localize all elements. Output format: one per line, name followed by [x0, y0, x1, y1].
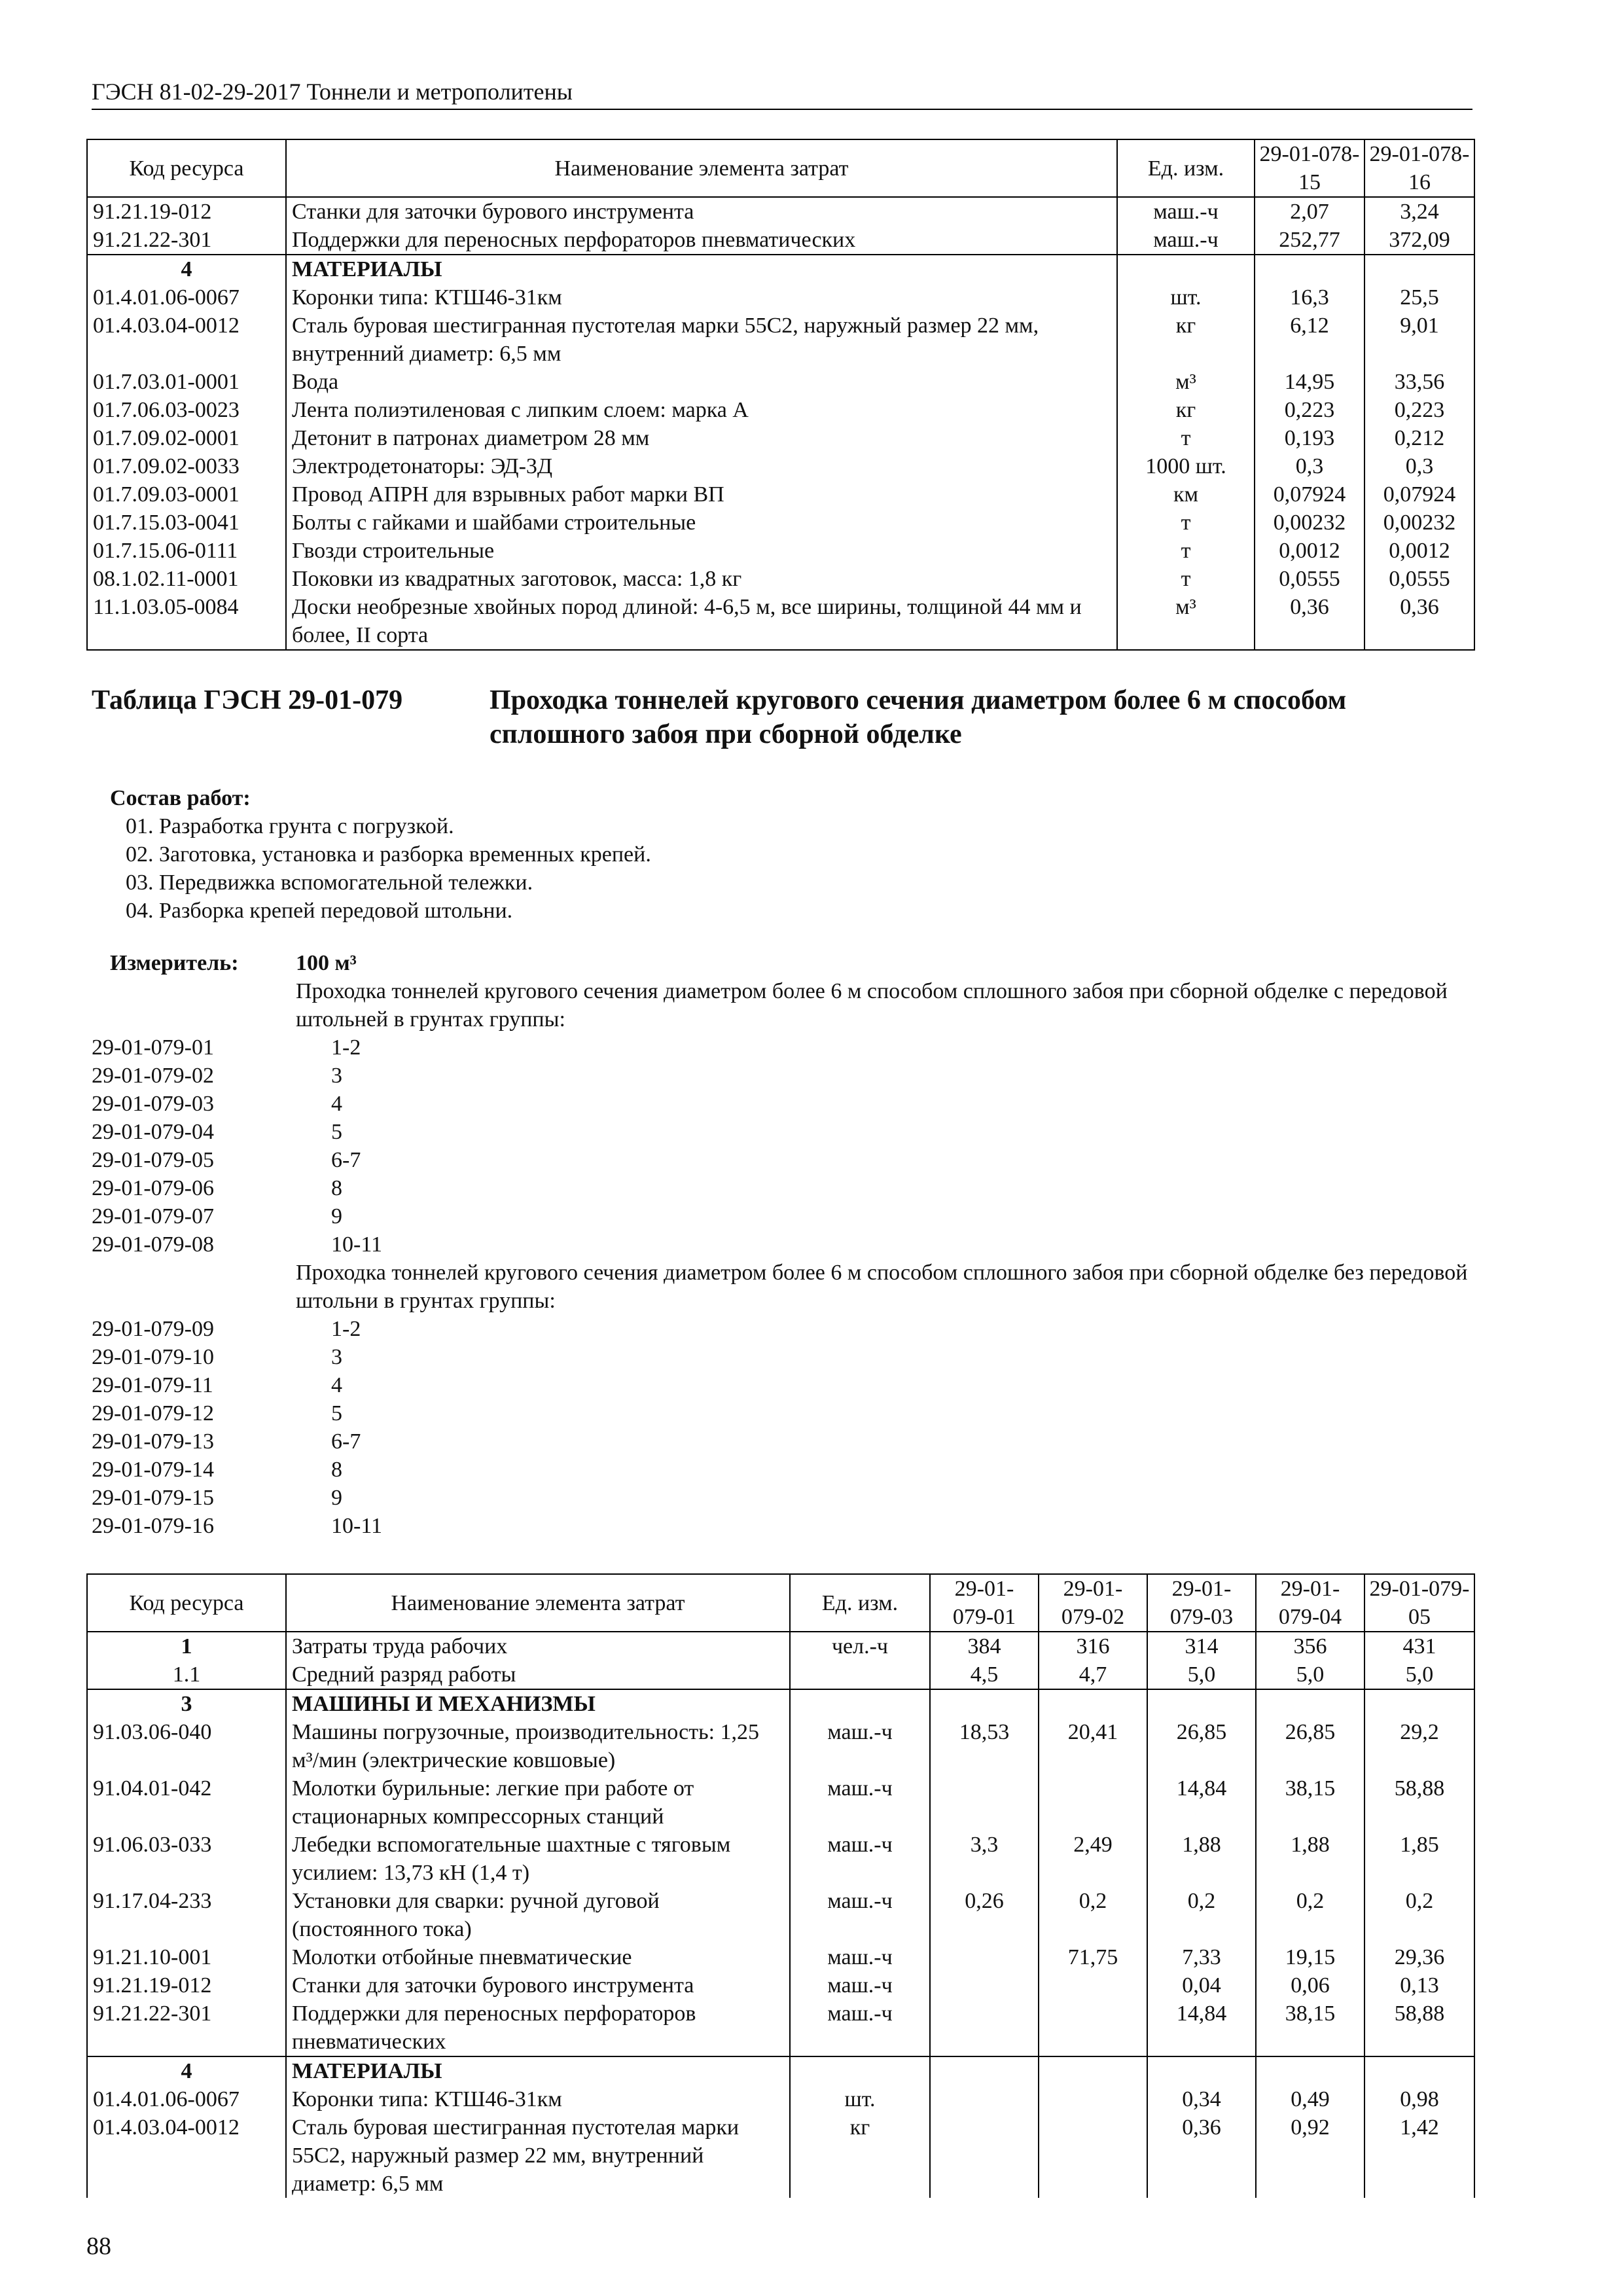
col-header-norm: 29-01-079-05 [1364, 1574, 1474, 1632]
resource-code: 08.1.02.11-0001 [87, 565, 286, 593]
resource-unit: маш.-ч [1117, 197, 1255, 226]
col-header-norm: 29-01-079-01 [930, 1574, 1039, 1632]
norm-value [930, 1943, 1039, 1971]
resource-name: Поддержки для переносных перфораторов пневматических [286, 2000, 790, 2056]
norm-value: 431 [1364, 1632, 1474, 1660]
resource-unit: маш.-ч [790, 1831, 930, 1887]
norm-value: 0,0012 [1364, 537, 1474, 565]
norm-value: 26,85 [1147, 1718, 1256, 1774]
resource-unit: кг [1117, 396, 1255, 424]
norm-value: 58,88 [1364, 2000, 1474, 2056]
col-header-unit: Ед. изм. [1117, 139, 1255, 197]
resource-name: Затраты труда рабочих [286, 1632, 790, 1660]
soil-group: 5 [331, 1401, 342, 1426]
norm-value: 14,84 [1147, 2000, 1256, 2056]
col-header-norm: 29-01-079-03 [1147, 1574, 1256, 1632]
col-header-code: Код ресурса [87, 139, 286, 197]
section-row [87, 2056, 1474, 2085]
soil-group: 4 [331, 1092, 342, 1116]
norm-value [930, 2000, 1039, 2056]
work-item: 04. Разборка крепей передовой штольни. [126, 899, 513, 923]
norm-value: 5,0 [1364, 1660, 1474, 1689]
norm-value: 0,223 [1255, 396, 1364, 424]
soil-group: 6-7 [331, 1429, 361, 1454]
norm-value: 2,07 [1255, 197, 1364, 226]
resource-name: Сталь буровая шестигранная пустотелая марки 55С2, наружный размер 22 мм, внутренний диаметр: 6,5 мм [286, 312, 1117, 368]
table-row [87, 1718, 1474, 1774]
measure-label: Измеритель: [110, 951, 239, 975]
norm-code: 29-01-079-07 [92, 1204, 214, 1229]
norm-value [1039, 2056, 1147, 2085]
norm-value: 14,84 [1147, 1774, 1256, 1831]
resource-code: 91.06.03-033 [87, 1831, 286, 1887]
norm-value: 0,00232 [1255, 509, 1364, 537]
norm-value [1039, 2000, 1147, 2056]
norm-value: 0,04 [1147, 1971, 1256, 2000]
soil-group: 3 [331, 1345, 342, 1369]
resource-name: Машины погрузочные, производительность: 1,25 м³/мин (электрические ковшовые) [286, 1718, 790, 1774]
norm-code: 29-01-079-15 [92, 1486, 214, 1510]
resource-name: Молотки отбойные пневматические [286, 1943, 790, 1971]
norm-value: 384 [930, 1632, 1039, 1660]
norm-value: 5,0 [1147, 1660, 1256, 1689]
resource-unit [790, 1660, 930, 1689]
resource-code: 1 [87, 1632, 286, 1660]
resource-code: 01.4.01.06-0067 [87, 2085, 286, 2113]
table-row [87, 197, 1474, 226]
norm-value: 314 [1147, 1632, 1256, 1660]
norm-code: 29-01-079-09 [92, 1317, 214, 1341]
norm-value: 0,223 [1364, 396, 1474, 424]
table-row [87, 312, 1474, 368]
resource-unit: кг [1117, 312, 1255, 368]
table-row [87, 1774, 1474, 1831]
norm-code: 29-01-079-10 [92, 1345, 214, 1369]
resource-code: 01.4.03.04-0012 [87, 312, 286, 368]
norm-value: 71,75 [1039, 1943, 1147, 1971]
resource-unit: 1000 шт. [1117, 452, 1255, 480]
col-header-norm: 29-01-079-04 [1256, 1574, 1364, 1632]
resource-unit: чел.-ч [790, 1632, 930, 1660]
resource-name: Лебедки вспомогательные шахтные с тяговым усилием: 13,73 кН (1,4 т) [286, 1831, 790, 1887]
norm-value: 252,77 [1255, 226, 1364, 255]
col-header-norm: 29-01-078-15 [1255, 139, 1364, 197]
norm-value [1256, 2056, 1364, 2085]
resource-unit [1117, 255, 1255, 283]
section-title: МАТЕРИАЛЫ [286, 2056, 790, 2085]
table-code: Таблица ГЭСН 29-01-079 [92, 685, 403, 715]
norm-value [930, 2056, 1039, 2085]
resource-table-079 [86, 1573, 1475, 2198]
norm-value: 0,36 [1147, 2113, 1256, 2198]
norm-value [1255, 255, 1364, 283]
norm-value [930, 1689, 1039, 1718]
soil-group: 10-11 [331, 1232, 383, 1257]
norm-value [1364, 1689, 1474, 1718]
table-row [87, 1660, 1474, 1689]
resource-name: Провод АПРН для взрывных работ марки ВП [286, 480, 1117, 509]
measure-description: Проходка тоннелей кругового сечения диаметром более 6 м способом сплошного забоя при сборной обделке с передовой штольней в грунтах группы: [296, 979, 1448, 1031]
norm-value: 7,33 [1147, 1943, 1256, 1971]
norm-value: 20,41 [1039, 1718, 1147, 1774]
norm-value: 0,92 [1256, 2113, 1364, 2198]
col-header-unit: Ед. изм. [790, 1574, 930, 1632]
norm-value: 0,06 [1256, 1971, 1364, 2000]
resource-code: 01.7.09.02-0033 [87, 452, 286, 480]
table-row [87, 1632, 1474, 1660]
resource-name: Станки для заточки бурового инструмента [286, 197, 1117, 226]
resource-code: 01.7.03.01-0001 [87, 368, 286, 396]
section-row [87, 1689, 1474, 1718]
resource-code: 01.4.01.06-0067 [87, 283, 286, 312]
resource-name: Доски необрезные хвойных пород длиной: 4-6,5 м, все ширины, толщиной 44 мм и более, II сорта [286, 593, 1117, 650]
soil-group: 6-7 [331, 1148, 361, 1172]
norm-value: 0,00232 [1364, 509, 1474, 537]
col-header-name: Наименование элемента затрат [286, 1574, 790, 1632]
resource-unit: т [1117, 424, 1255, 452]
resource-unit: шт. [1117, 283, 1255, 312]
resource-unit: маш.-ч [790, 1971, 930, 2000]
table-row [87, 396, 1474, 424]
norm-value: 1,85 [1364, 1831, 1474, 1887]
soil-group: 1-2 [331, 1035, 361, 1060]
soil-group: 9 [331, 1204, 342, 1229]
resource-unit: м³ [1117, 368, 1255, 396]
norm-value [1039, 2113, 1147, 2198]
norm-code: 29-01-079-01 [92, 1035, 214, 1060]
norm-code: 29-01-079-05 [92, 1148, 214, 1172]
norm-value [1364, 2056, 1474, 2085]
table-row [87, 537, 1474, 565]
norm-value [930, 1971, 1039, 2000]
norm-value: 19,15 [1256, 1943, 1364, 1971]
norm-value: 3,24 [1364, 197, 1474, 226]
resource-code: 01.7.09.03-0001 [87, 480, 286, 509]
norm-value [930, 2113, 1039, 2198]
norm-value: 0,34 [1147, 2085, 1256, 2113]
norm-value: 4,5 [930, 1660, 1039, 1689]
norm-value: 0,07924 [1364, 480, 1474, 509]
norm-value: 38,15 [1256, 2000, 1364, 2056]
resource-unit: т [1117, 565, 1255, 593]
norm-value: 0,36 [1255, 593, 1364, 650]
norm-value: 372,09 [1364, 226, 1474, 255]
resource-unit: маш.-ч [790, 1774, 930, 1831]
norm-value: 0,98 [1364, 2085, 1474, 2113]
norm-code: 29-01-079-13 [92, 1429, 214, 1454]
norm-value: 0,2 [1147, 1887, 1256, 1943]
table-row [87, 2113, 1474, 2198]
work-heading: Состав работ: [110, 786, 251, 810]
resource-code: 1.1 [87, 1660, 286, 1689]
norm-code: 29-01-079-03 [92, 1092, 214, 1116]
resource-unit: м³ [1117, 593, 1255, 650]
norm-value: 29,36 [1364, 1943, 1474, 1971]
norm-value: 58,88 [1364, 1774, 1474, 1831]
resource-name: Молотки бурильные: легкие при работе от стационарных компрессорных станций [286, 1774, 790, 1831]
table-row [87, 2085, 1474, 2113]
section-title: МАШИНЫ И МЕХАНИЗМЫ [286, 1689, 790, 1718]
norm-value [930, 2085, 1039, 2113]
work-item: 03. Передвижка вспомогательной тележки. [126, 870, 533, 895]
resource-name: Коронки типа: КТШ46-31км [286, 283, 1117, 312]
resource-name: Средний разряд работы [286, 1660, 790, 1689]
norm-value: 0,0555 [1364, 565, 1474, 593]
resource-name: Болты с гайками и шайбами строительные [286, 509, 1117, 537]
norm-value [1364, 255, 1474, 283]
table-row [87, 509, 1474, 537]
norm-code: 29-01-079-12 [92, 1401, 214, 1426]
section-row [87, 255, 1474, 283]
norm-value: 1,88 [1256, 1831, 1364, 1887]
soil-group: 1-2 [331, 1317, 361, 1341]
resource-unit: т [1117, 537, 1255, 565]
norm-code: 29-01-079-06 [92, 1176, 214, 1200]
resource-name: Сталь буровая шестигранная пустотелая марки 55С2, наружный размер 22 мм, внутренний диаметр: 6,5 мм [286, 2113, 790, 2198]
soil-group: 5 [331, 1120, 342, 1144]
resource-unit: маш.-ч [790, 1943, 930, 1971]
table-header-row [87, 139, 1474, 197]
norm-value [1147, 2056, 1256, 2085]
soil-group: 8 [331, 1458, 342, 1482]
norm-value: 0,26 [930, 1887, 1039, 1943]
table-row [87, 565, 1474, 593]
measure-description: Проходка тоннелей кругового сечения диаметром более 6 м способом сплошного забоя при сборной обделке без передовой штольни в грунтах группы: [296, 1261, 1468, 1313]
norm-value: 0,0012 [1255, 537, 1364, 565]
norm-value: 0,49 [1256, 2085, 1364, 2113]
resource-code: 91.21.19-012 [87, 197, 286, 226]
norm-code: 29-01-079-04 [92, 1120, 214, 1144]
table-row [87, 283, 1474, 312]
norm-value: 0,36 [1364, 593, 1474, 650]
work-composition [110, 784, 1452, 925]
table-header-row [87, 1574, 1474, 1632]
norm-code: 29-01-079-11 [92, 1373, 213, 1397]
table-row [87, 2000, 1474, 2056]
norm-value: 0,3 [1364, 452, 1474, 480]
norm-value: 14,95 [1255, 368, 1364, 396]
resource-name: Детонит в патронах диаметром 28 мм [286, 424, 1117, 452]
resource-code: 91.21.22-301 [87, 2000, 286, 2056]
resource-unit: маш.-ч [790, 2000, 930, 2056]
resource-name: Гвозди строительные [286, 537, 1117, 565]
work-item: 02. Заготовка, установка и разборка временных крепей. [126, 842, 651, 867]
norm-value: 0,07924 [1255, 480, 1364, 509]
resource-code: 01.4.03.04-0012 [87, 2113, 286, 2198]
norm-value: 6,12 [1255, 312, 1364, 368]
norm-value [1039, 2085, 1147, 2113]
norm-code: 29-01-079-08 [92, 1232, 214, 1257]
resource-code: 91.03.06-040 [87, 1718, 286, 1774]
resource-code: 91.21.22-301 [87, 226, 286, 255]
norm-value: 0,3 [1255, 452, 1364, 480]
norm-value: 3,3 [930, 1831, 1039, 1887]
resource-unit: маш.-ч [790, 1718, 930, 1774]
norm-value: 0,0555 [1255, 565, 1364, 593]
resource-unit: км [1117, 480, 1255, 509]
col-header-norm: 29-01-078-16 [1364, 139, 1474, 197]
resource-code: 11.1.03.05-0084 [87, 593, 286, 650]
norm-code: 29-01-079-14 [92, 1458, 214, 1482]
resource-code: 01.7.06.03-0023 [87, 396, 286, 424]
norm-value: 0,2 [1364, 1887, 1474, 1943]
table-row [87, 452, 1474, 480]
resource-name: Поддержки для переносных перфораторов пневматических [286, 226, 1117, 255]
table-row [87, 1971, 1474, 2000]
norm-value: 356 [1256, 1632, 1364, 1660]
norm-value: 0,212 [1364, 424, 1474, 452]
norm-value [1039, 1774, 1147, 1831]
resource-name: Установки для сварки: ручной дуговой (постоянного тока) [286, 1887, 790, 1943]
soil-group: 4 [331, 1373, 342, 1397]
resource-unit: кг [790, 2113, 930, 2198]
col-header-norm: 29-01-079-02 [1039, 1574, 1147, 1632]
table-row [87, 1943, 1474, 1971]
resource-unit [790, 2056, 930, 2085]
section-title: МАТЕРИАЛЫ [286, 255, 1117, 283]
resource-name: Лента полиэтиленовая с липким слоем: марка А [286, 396, 1117, 424]
resource-unit: т [1117, 509, 1255, 537]
table-row [87, 368, 1474, 396]
norm-value: 38,15 [1256, 1774, 1364, 1831]
norm-value: 26,85 [1256, 1718, 1364, 1774]
resource-unit [790, 1689, 930, 1718]
col-header-code: Код ресурса [87, 1574, 286, 1632]
norm-value: 5,0 [1256, 1660, 1364, 1689]
resource-name: Поковки из квадратных заготовок, масса: 1,8 кг [286, 565, 1117, 593]
table-row [87, 1887, 1474, 1943]
resource-name: Вода [286, 368, 1117, 396]
section-code: 4 [87, 2056, 286, 2085]
resource-unit: маш.-ч [790, 1887, 930, 1943]
norm-value [1039, 1689, 1147, 1718]
norm-value: 29,2 [1364, 1718, 1474, 1774]
norm-value: 316 [1039, 1632, 1147, 1660]
resource-name: Коронки типа: КТШ46-31км [286, 2085, 790, 2113]
norm-value: 1,42 [1364, 2113, 1474, 2198]
norm-value: 9,01 [1364, 312, 1474, 368]
norm-value: 33,56 [1364, 368, 1474, 396]
norm-value [1256, 1689, 1364, 1718]
measure-unit: 100 м³ [296, 951, 357, 975]
page-number: 88 [86, 2233, 111, 2260]
resource-code: 91.21.10-001 [87, 1943, 286, 1971]
norm-value: 0,193 [1255, 424, 1364, 452]
norm-value: 0,2 [1256, 1887, 1364, 1943]
table-row [87, 593, 1474, 650]
resource-unit: шт. [790, 2085, 930, 2113]
section-code: 3 [87, 1689, 286, 1718]
table-row [87, 226, 1474, 255]
measure-block [92, 949, 1479, 1540]
table-row [87, 1831, 1474, 1887]
resource-code: 91.04.01-042 [87, 1774, 286, 1831]
norm-value: 25,5 [1364, 283, 1474, 312]
norm-value [1039, 1971, 1147, 2000]
table-name: Проходка тоннелей кругового сечения диаметром более 6 м способом сплошного забоя при сборной обделке [490, 685, 1347, 749]
resource-code: 91.17.04-233 [87, 1887, 286, 1943]
norm-value: 0,13 [1364, 1971, 1474, 2000]
resource-name: Станки для заточки бурового инструмента [286, 1971, 790, 2000]
resource-code: 91.21.19-012 [87, 1971, 286, 2000]
resource-table-078 [86, 139, 1475, 651]
norm-value: 16,3 [1255, 283, 1364, 312]
norm-value: 2,49 [1039, 1831, 1147, 1887]
resource-code: 01.7.09.02-0001 [87, 424, 286, 452]
soil-group: 3 [331, 1064, 342, 1088]
norm-code: 29-01-079-16 [92, 1514, 214, 1538]
section-code: 4 [87, 255, 286, 283]
resource-name: Электродетонаторы: ЭД-3Д [286, 452, 1117, 480]
page-header: ГЭСН 81-02-29-2017 Тоннели и метрополитены [92, 77, 1472, 110]
soil-group: 8 [331, 1176, 342, 1200]
norm-code: 29-01-079-02 [92, 1064, 214, 1088]
work-item: 01. Разработка грунта с погрузкой. [126, 814, 454, 838]
norm-value: 1,88 [1147, 1831, 1256, 1887]
norm-value: 18,53 [930, 1718, 1039, 1774]
col-header-name: Наименование элемента затрат [286, 139, 1117, 197]
soil-group: 10-11 [331, 1514, 383, 1538]
resource-code: 01.7.15.03-0041 [87, 509, 286, 537]
resource-unit: маш.-ч [1117, 226, 1255, 255]
table-row [87, 480, 1474, 509]
soil-group: 9 [331, 1486, 342, 1510]
norm-value [930, 1774, 1039, 1831]
norm-value: 0,2 [1039, 1887, 1147, 1943]
table-row [87, 424, 1474, 452]
resource-code: 01.7.15.06-0111 [87, 537, 286, 565]
norm-value [1147, 1689, 1256, 1718]
norm-value: 4,7 [1039, 1660, 1147, 1689]
